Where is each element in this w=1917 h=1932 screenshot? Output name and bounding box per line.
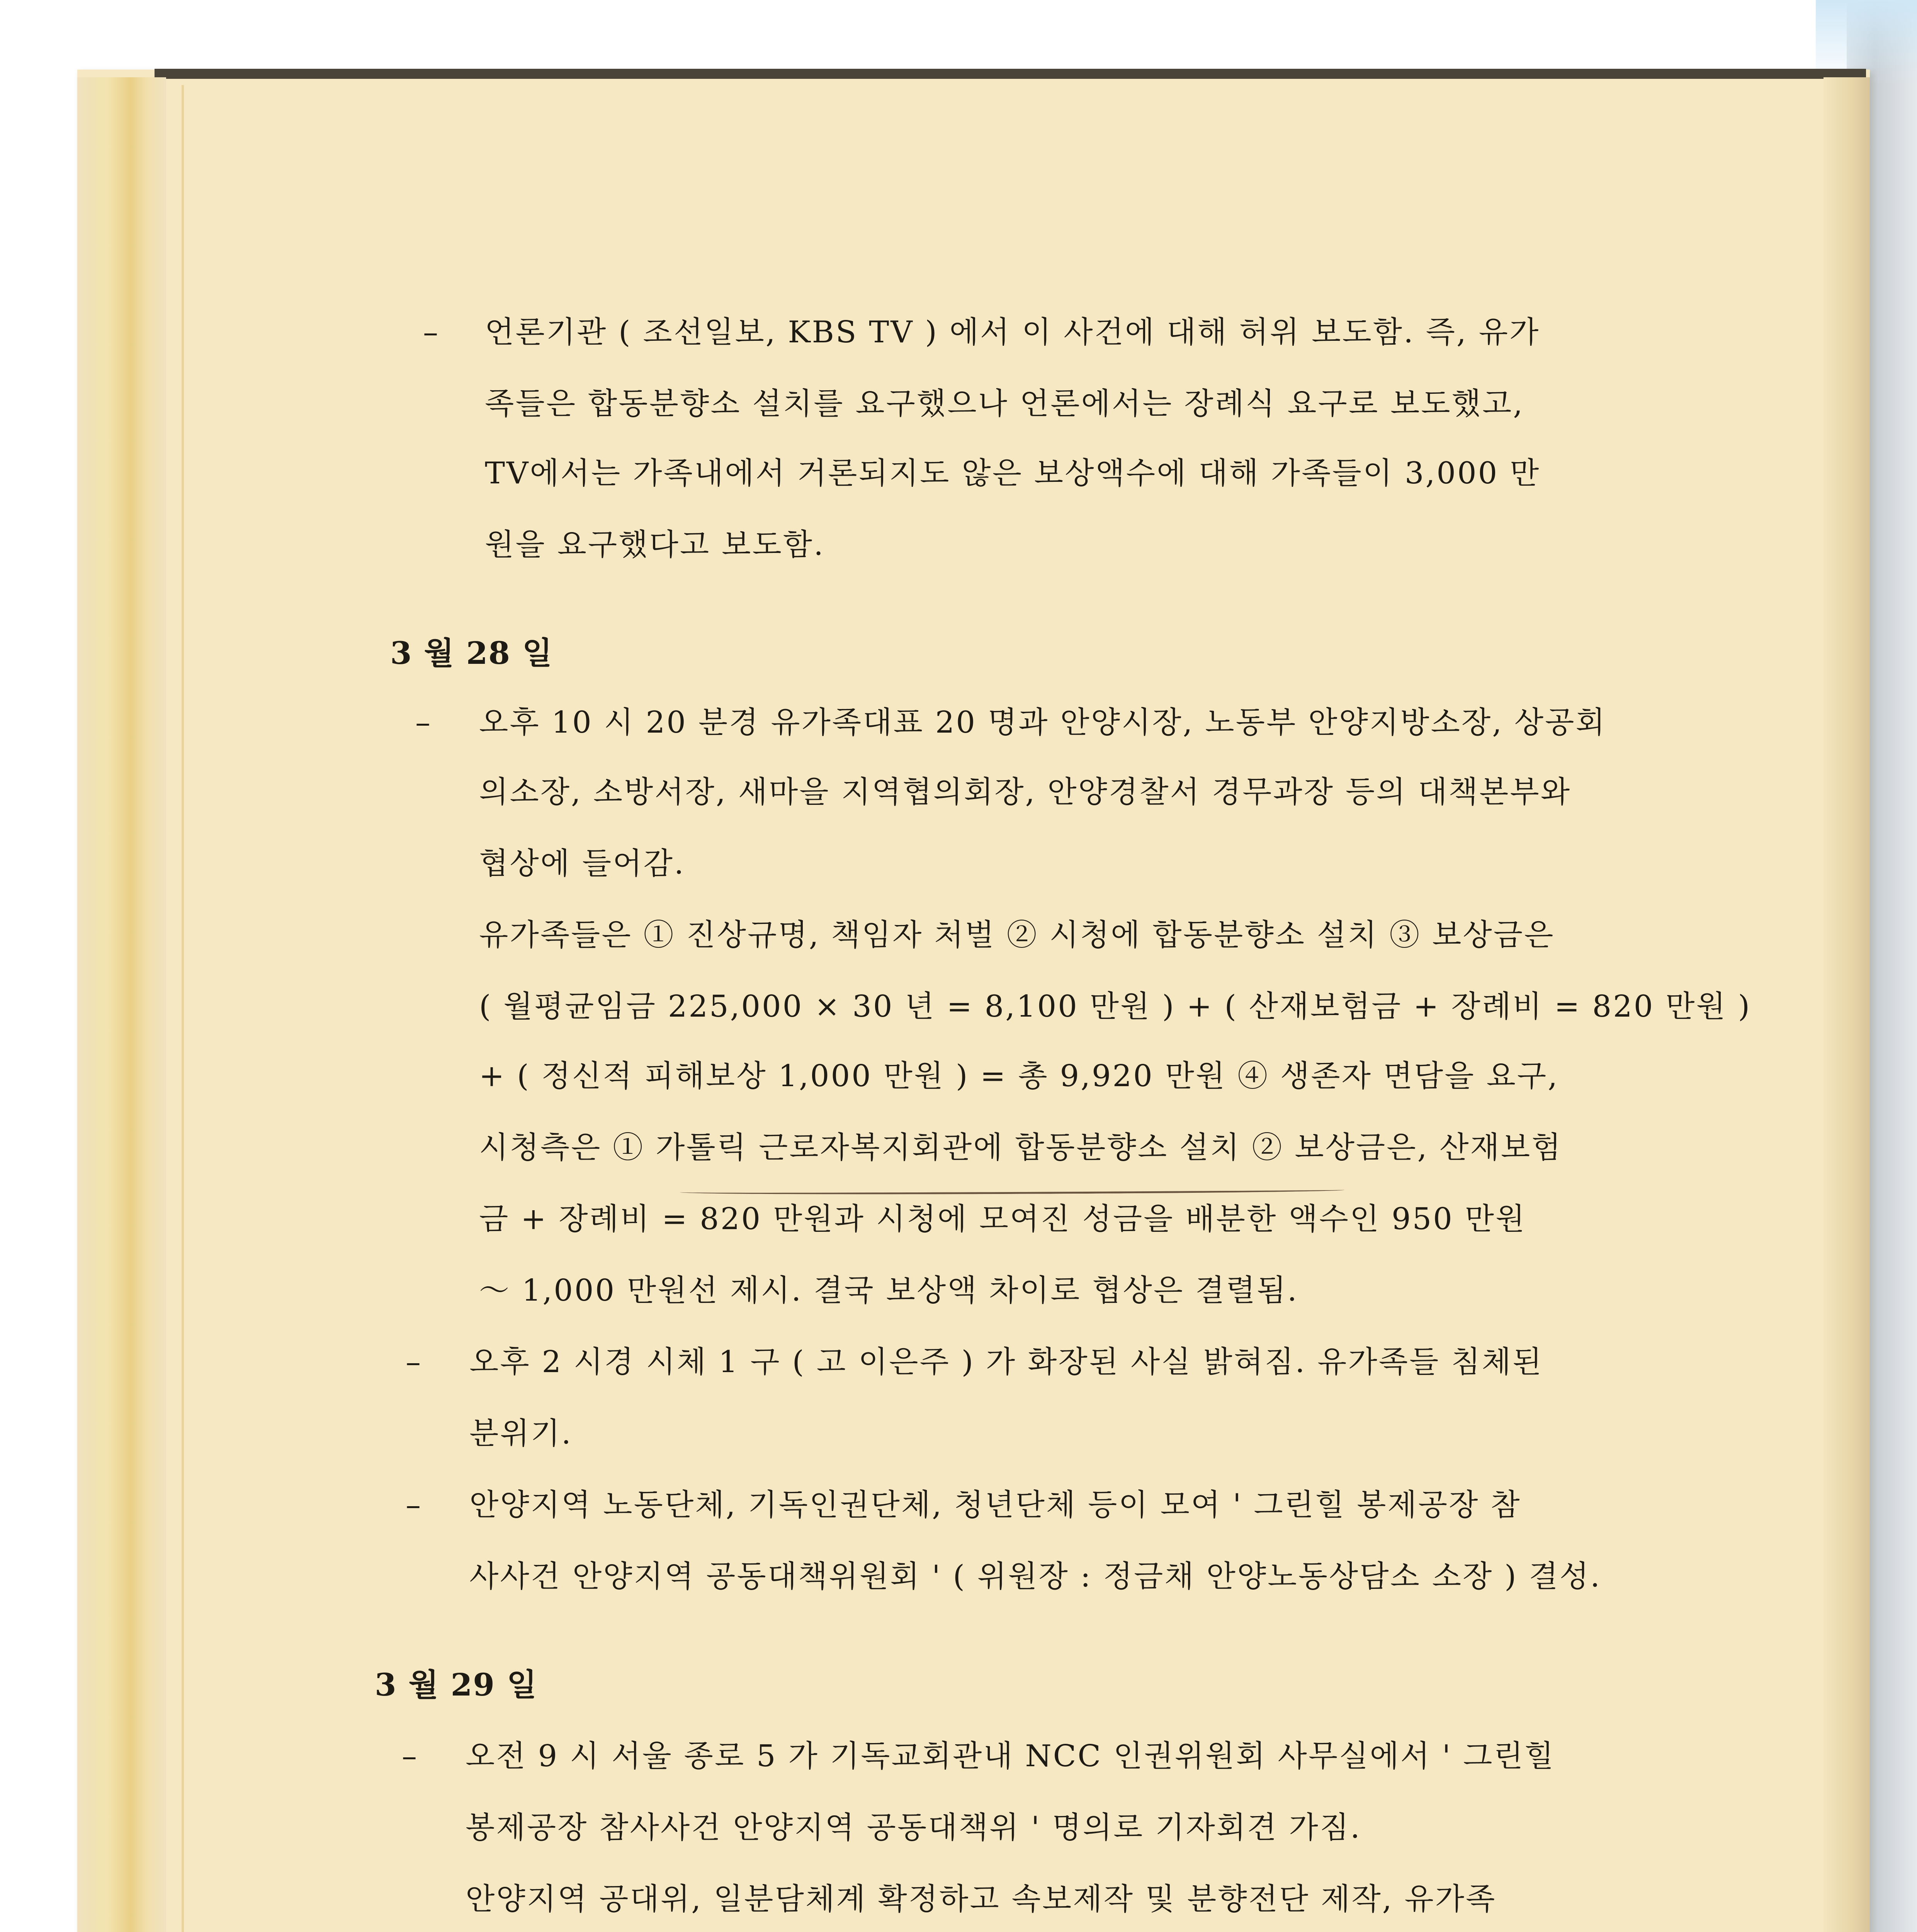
page-gutter xyxy=(77,77,166,1932)
page-edge-right xyxy=(1824,77,1870,1932)
text-line: 오후 10 시 20 분경 유가족대표 20 명과 안양시장, 노동부 안양지방소장, 상공회 xyxy=(479,705,1606,740)
text-line: + ( 정신적 피해보상 1,000 만원 ) = 총 9,920 만원 ④ 생존자 면담을 요구, xyxy=(479,1059,1559,1094)
bullet-dash: – xyxy=(406,1345,421,1379)
text-line: 의소장, 소방서장, 새마을 지역협의회장, 안양경찰서 경무과장 등의 대책본부와 xyxy=(479,775,1572,810)
bullet-dash: – xyxy=(402,1739,417,1774)
text-line: 족들은 합동분향소 설치를 요구했으나 언론에서는 장례식 요구로 보도했고, xyxy=(485,386,1524,421)
text-line: 안양지역 공대위, 일분담체계 확정하고 속보제작 및 분향전단 제작, 유가족 xyxy=(466,1882,1497,1917)
text-line: 오전 9 시 서울 종로 5 가 기독교회관내 NCC 인권위원회 사무실에서 ' 그린힐 xyxy=(466,1739,1555,1774)
text-line: TV에서는 가족내에서 거론되지도 않은 보상액수에 대해 가족들이 3,000 만 xyxy=(485,456,1541,491)
text-line: 오후 2 시경 시체 1 구 ( 고 이은주 ) 가 화장된 사실 밝혀짐. 유가족들 침체된 xyxy=(469,1345,1543,1379)
gutter-line xyxy=(182,85,184,1932)
bullet-dash: – xyxy=(423,315,438,350)
text-line: 협상에 들어감. xyxy=(479,846,685,881)
text-line: 금 + 장례비 = 820 만원과 시청에 모여진 성금을 배분한 액수인 950 만원 xyxy=(479,1202,1526,1236)
date-heading: 3 월 29 일 xyxy=(375,1667,538,1703)
bullet-dash: – xyxy=(415,705,430,740)
text-line: 언론기관 ( 조선일보, KBS TV ) 에서 이 사건에 대해 허위 보도함. 즉, 유가 xyxy=(485,315,1540,350)
text-line: 원을 요구했다고 보도함. xyxy=(485,527,825,562)
text-line: 시청측은 ① 가톨릭 근로자복지회관에 합동분향소 설치 ② 보상금은, 산재보험 xyxy=(479,1130,1562,1165)
text-line: ( 월평균임금 225,000 × 30 년 = 8,100 만원 ) + ( 산재보험금 + 장례비 = 820 만원 ) xyxy=(479,989,1752,1024)
text-line: 안양지역 노동단체, 기독인권단체, 청년단체 등이 모여 ' 그린힐 봉제공장 참 xyxy=(469,1488,1521,1522)
date-heading: 3 월 28 일 xyxy=(390,635,553,671)
text-line: 봉제공장 참사사건 안양지역 공동대책위 ' 명의로 기자회견 가짐. xyxy=(466,1810,1361,1845)
text-line: ～ 1,000 만원선 제시. 결국 보상액 차이로 협상은 결렬됨. xyxy=(479,1273,1298,1308)
text-line: 분위기. xyxy=(469,1416,573,1451)
bullet-dash: – xyxy=(406,1488,421,1522)
book-binding-edge xyxy=(155,69,1866,79)
text-line: 유가족들은 ① 진상규명, 책임자 처벌 ② 시청에 합동분향소 설치 ③ 보상금은 xyxy=(479,918,1555,952)
text-line: 사사건 안양지역 공동대책위원회 ' ( 위원장 : 정금채 안양노동상담소 소장 ) 결성. xyxy=(469,1559,1601,1594)
